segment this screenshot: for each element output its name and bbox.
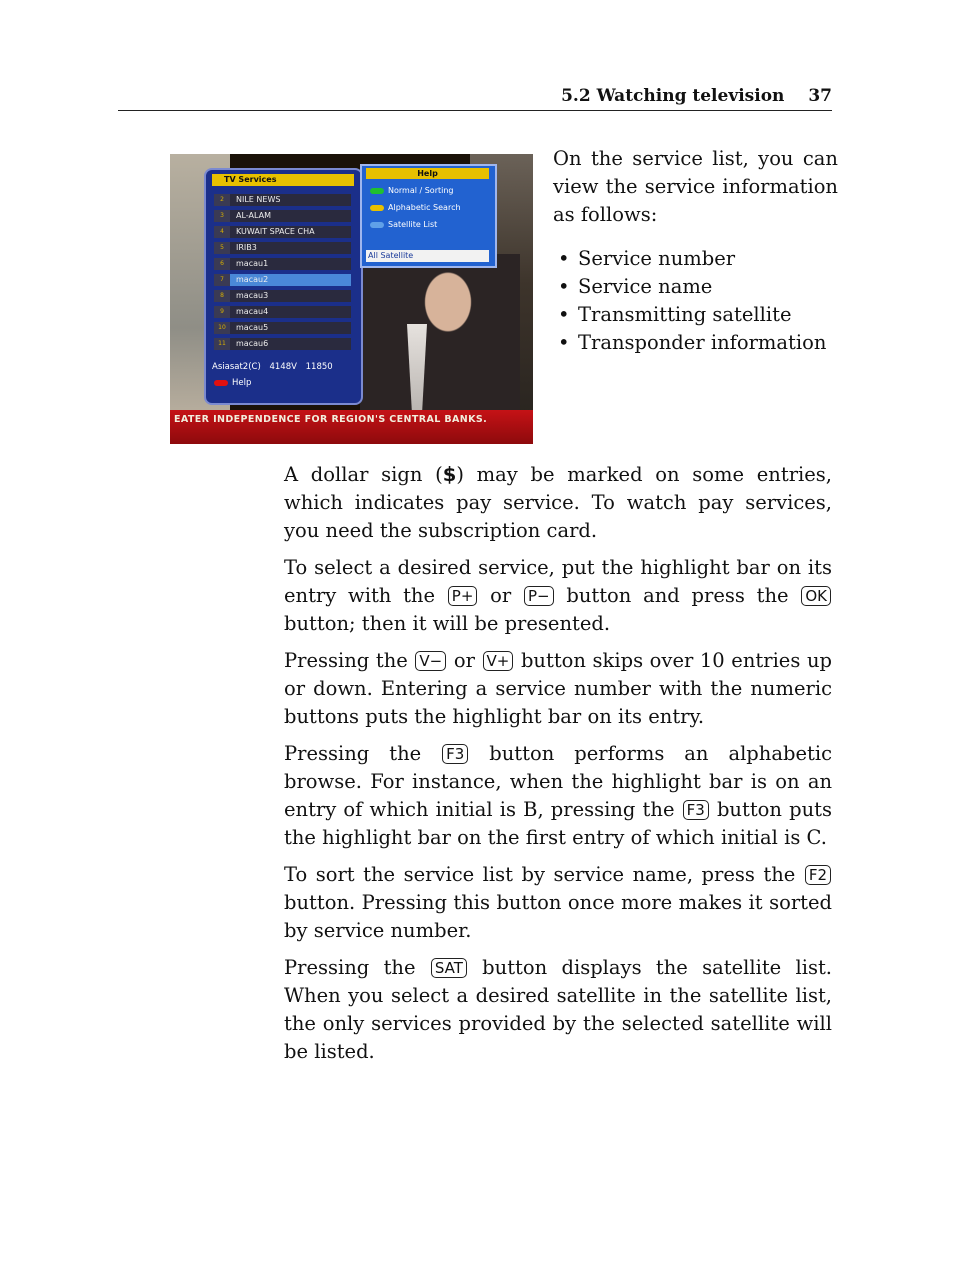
help-option-sorting: Normal / Sorting — [370, 186, 454, 195]
tv-services-panel — [204, 168, 363, 405]
tv-services-title: TV Services — [212, 174, 354, 186]
service-row: 3 AL-ALAM — [214, 210, 351, 222]
service-list — [214, 194, 351, 354]
side-intro: On the service list, you can view the service information as follows: — [553, 147, 838, 226]
dollar-sign: $ — [442, 463, 457, 486]
service-row: 8 macau3 — [214, 290, 351, 302]
key-sat: SAT — [431, 958, 467, 978]
yellow-button-icon — [370, 205, 384, 211]
blue-button-icon — [370, 222, 384, 228]
paragraph-skip-entries: Pressing the V− or V+ button skips over 10 entries up or down. Entering a service number with the numeric buttons puts the highlight bar on its entry. — [284, 649, 832, 728]
service-row: 11 macau6 — [214, 338, 351, 350]
all-satellite-field: All Satellite — [366, 250, 489, 262]
service-row: 4 KUWAIT SPACE CHA — [214, 226, 351, 238]
service-row: 2 NILE NEWS — [214, 194, 351, 206]
red-button-icon — [214, 380, 228, 386]
news-ticker: EATER INDEPENDENCE FOR REGION'S CENTRAL BANKS. — [170, 410, 533, 444]
key-f3: F3 — [683, 800, 709, 820]
paragraph-pay-service: A dollar sign ($) may be marked on some entries, which indicates pay service. To watch pay services, you need the subscription card. — [284, 463, 833, 542]
section-title: 5.2 Watching television — [561, 86, 785, 106]
green-button-icon — [370, 188, 384, 194]
running-header — [118, 86, 832, 111]
transponder-info — [212, 362, 339, 372]
side-text — [553, 145, 838, 357]
bullet-item: • Service name — [553, 273, 838, 301]
bullet-item: • Transmitting satellite — [553, 301, 838, 329]
key-v-plus: V+ — [483, 651, 514, 671]
key-p-minus: P− — [524, 586, 554, 606]
service-row: 5 IRIB3 — [214, 242, 351, 254]
key-f2: F2 — [805, 865, 831, 885]
frequency: 4148V — [269, 362, 297, 372]
help-panel — [360, 164, 497, 268]
paragraph-satellite-list: Pressing the SAT button displays the satellite list. When you select a desired satellite in the satellite list, the only services provided by the selected satellite will be listed. — [284, 956, 832, 1063]
bullet-item: • Transponder information — [553, 329, 838, 357]
satellite-name: Asiasat2(C) — [212, 362, 261, 372]
info-bullet-list — [553, 245, 838, 357]
help-option-satellite: Satellite List — [370, 220, 437, 229]
page-number: 37 — [808, 86, 832, 106]
presenter-image — [360, 254, 520, 414]
help-hint: Help — [214, 378, 251, 388]
service-row: 6 macau1 — [214, 258, 351, 270]
help-option-alphabetic: Alphabetic Search — [370, 203, 461, 212]
key-f3: F3 — [442, 744, 468, 764]
symbol-rate: 11850 — [305, 362, 333, 372]
paragraph-alphabetic-browse: Pressing the F3 button performs an alphabetic browse. For instance, when the highlight bar is on an entry of which initial is B, pressing the F3 button puts the highlight bar on the first entry of which initial is C. — [284, 742, 832, 849]
help-title: Help — [366, 168, 489, 179]
service-row-selected: 7 macau2 — [214, 274, 351, 286]
tv-screenshot — [170, 154, 533, 444]
service-row: 9 macau4 — [214, 306, 351, 318]
key-v-minus: V− — [415, 651, 446, 671]
body-text — [284, 461, 832, 1075]
paragraph-select-service: To select a desired service, put the highlight bar on its entry with the P+ or P− button and press the OK button; then it will be presented. — [284, 556, 832, 635]
bullet-item: • Service number — [553, 245, 838, 273]
paragraph-sort-list: To sort the service list by service name, press the F2 button. Pressing this button once more makes it sorted by service number. — [284, 863, 832, 942]
key-p-plus: P+ — [448, 586, 478, 606]
service-row: 10 macau5 — [214, 322, 351, 334]
key-ok: OK — [801, 586, 831, 606]
